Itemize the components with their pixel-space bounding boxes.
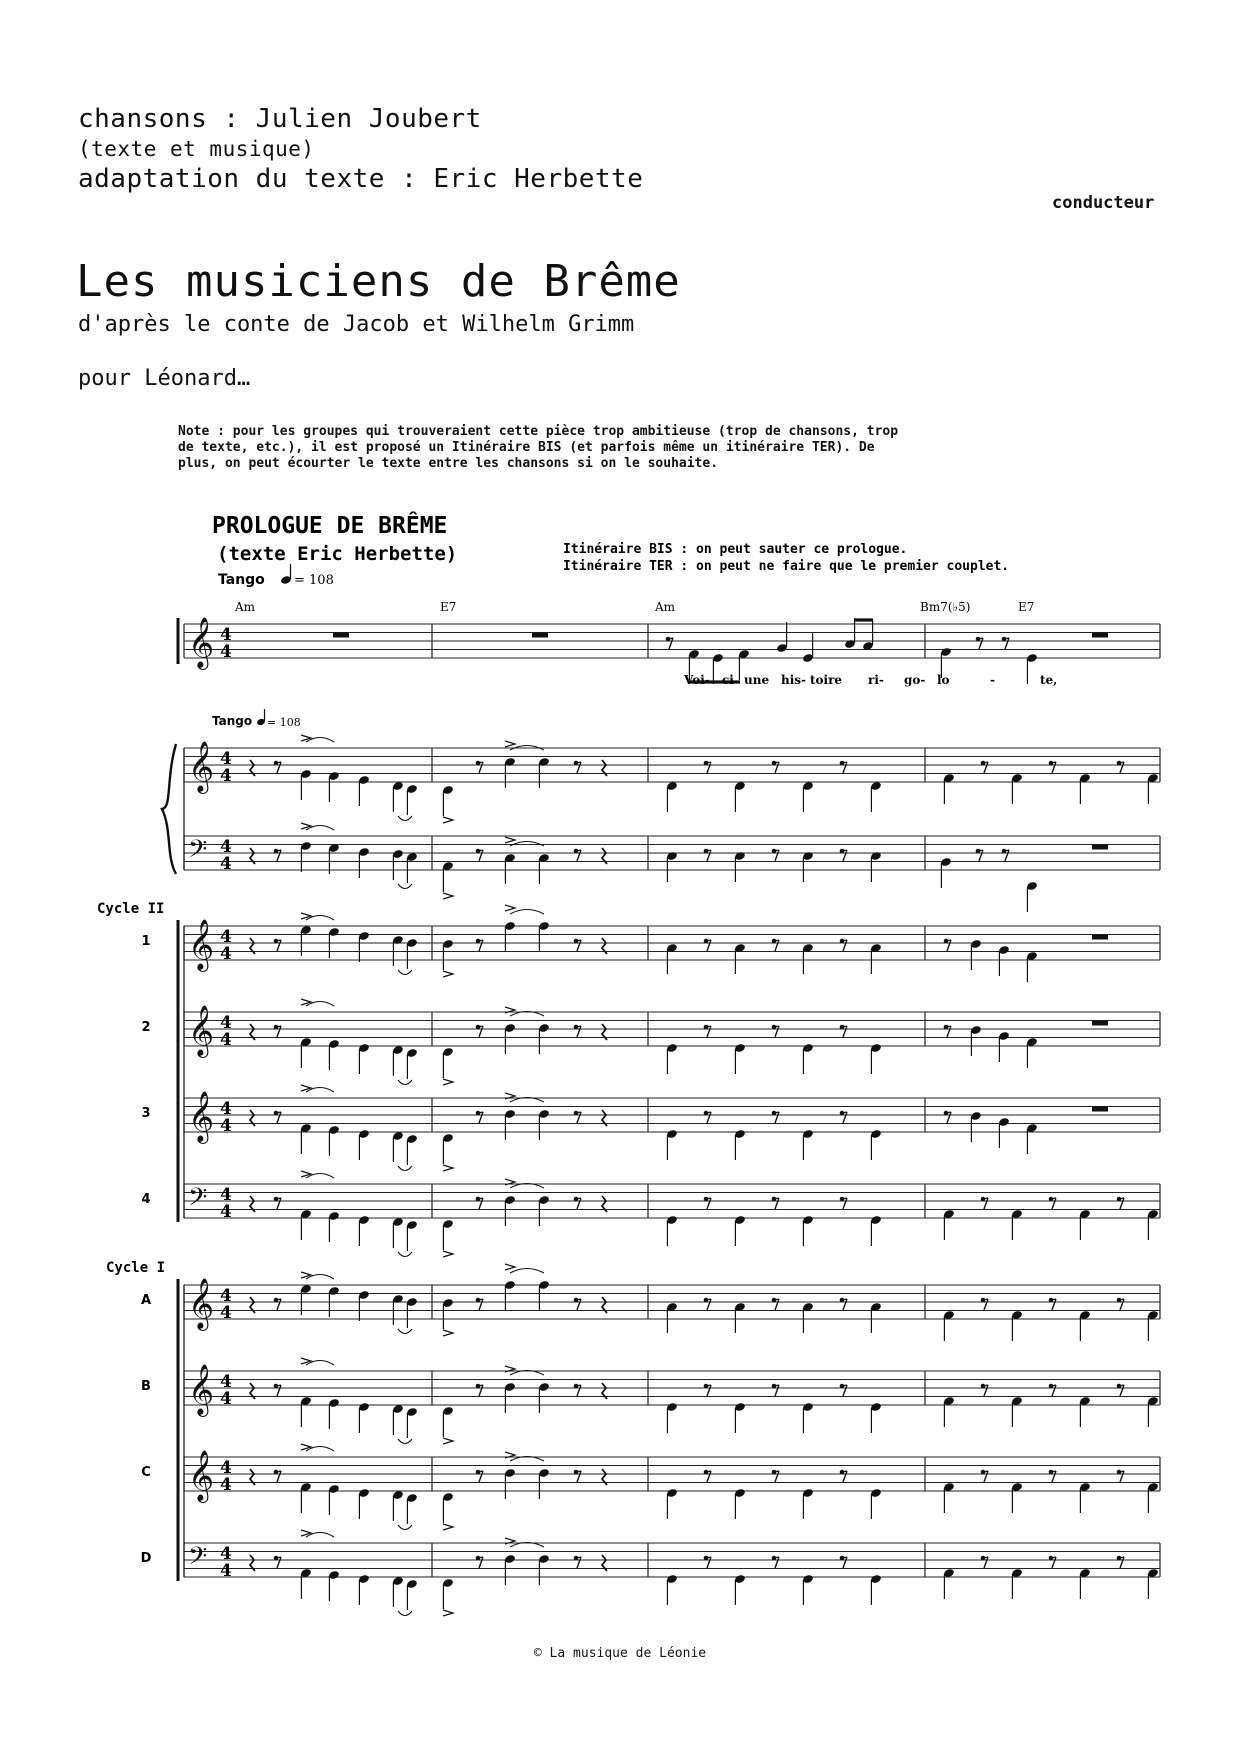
accent-mark (443, 1251, 453, 1257)
accent-mark (505, 905, 515, 911)
time-signature: 4 (220, 1475, 232, 1495)
slur (398, 816, 412, 821)
slur (398, 1525, 412, 1530)
treble-clef-icon: 𝄞 (188, 741, 215, 792)
slur (398, 1611, 412, 1616)
time-signature: 4 (220, 1099, 232, 1119)
lyric-syllable: ri- (868, 673, 884, 687)
time-signature: 4 (220, 642, 232, 662)
accent-mark (443, 971, 453, 977)
slur (398, 1329, 412, 1334)
time-signature: 4 (220, 1389, 232, 1409)
tempo-value-piano: = 108 (267, 716, 301, 729)
treble-clef-icon: 𝄞 (188, 1005, 215, 1056)
accent-mark (443, 1330, 453, 1336)
whole-rest-icon (1092, 935, 1108, 940)
whole-rest-icon (1092, 1021, 1108, 1026)
accent-mark (505, 837, 515, 843)
bass-clef-icon: 𝄢 (188, 835, 208, 870)
treble-clef-icon: 𝄞 (188, 1278, 215, 1329)
time-signature: 4 (220, 1202, 232, 1222)
slur (510, 842, 544, 847)
chord-symbol: E7 (1018, 600, 1035, 614)
slur (398, 1166, 412, 1171)
piece-heading: PROLOGUE DE BRÊME (212, 513, 448, 539)
slur (510, 910, 544, 915)
accent-mark (443, 1165, 453, 1171)
time-signature: 4 (220, 1286, 232, 1306)
lyric-syllable: - (990, 673, 995, 687)
slur (510, 1269, 544, 1274)
accent-mark (443, 1079, 453, 1085)
tempo-word: Tango (218, 572, 265, 588)
tempo-word-piano: Tango (212, 714, 253, 728)
lyric-syllable: te, (1040, 673, 1058, 687)
bass-clef-icon: 𝄢 (188, 1542, 208, 1577)
page-subtitle: d'après le conte de Jacob et Wilhelm Grimm (78, 312, 635, 337)
whole-rest-icon (1092, 633, 1108, 638)
performance-note: Note : pour les groupes qui trouveraient cette pièce trop ambitieuse (trop de chansons, trop de texte, etc.), il est proposé un Itinéraire BIS (et parfois même un itinéraire TER). De plus, on peut écourter le texte entre les chansons si on le souhaite. (178, 424, 899, 471)
time-signature: 4 (220, 1185, 232, 1205)
treble-clef-icon: 𝄞 (188, 617, 215, 668)
accent-mark (505, 741, 515, 747)
time-signature: 4 (220, 1303, 232, 1323)
credits-composer: chansons : Julien Joubert (78, 104, 482, 134)
lyric-syllable: ci (722, 673, 734, 687)
whole-rest-icon (1092, 845, 1108, 850)
page-title: Les musiciens de Brême (76, 256, 681, 307)
time-signature: 4 (220, 837, 232, 857)
itinerary-bis: Itinéraire BIS : on peut sauter ce prologue. (563, 542, 908, 557)
slur (398, 1080, 412, 1085)
chord-symbol: E7 (440, 600, 457, 614)
time-signature: 4 (220, 749, 232, 769)
time-signature: 4 (220, 944, 232, 964)
whole-rest-icon (1092, 1107, 1108, 1112)
slur (398, 970, 412, 975)
chord-symbol: Bm7(♭5) (920, 600, 971, 614)
tempo-value: = 108 (294, 573, 334, 588)
accent-mark (505, 1264, 515, 1270)
treble-clef-icon: 𝄞 (188, 1091, 215, 1142)
whole-rest-icon (333, 633, 349, 638)
lyric-syllable: Voi- (684, 673, 710, 687)
lyric-syllable: his- (781, 673, 807, 687)
part-label: 1 (141, 934, 151, 949)
part-label: A (140, 1293, 152, 1308)
time-signature: 4 (220, 1458, 232, 1478)
chord-symbol: Am (655, 600, 676, 614)
time-signature: 4 (220, 1030, 232, 1050)
time-signature: 4 (220, 854, 232, 874)
accent-mark (443, 1610, 453, 1616)
lyric-syllable: une (744, 673, 770, 687)
credits-composer-detail: (texte et musique) (78, 137, 315, 161)
time-signature: 4 (220, 927, 232, 947)
piece-credit: (texte Eric Herbette) (217, 543, 458, 565)
accent-mark (443, 817, 453, 823)
credits-adaptation: adaptation du texte : Eric Herbette (78, 164, 644, 194)
staves (162, 617, 1160, 1581)
bass-clef-icon: 𝄢 (188, 1183, 208, 1218)
time-signature: 4 (220, 1561, 232, 1581)
score-role: conducteur (1052, 193, 1155, 213)
time-signature: 4 (220, 766, 232, 786)
lyric-syllable: lo (937, 673, 950, 687)
time-signature: 4 (220, 1013, 232, 1033)
accent-mark (443, 1438, 453, 1444)
itinerary-ter: Itinéraire TER : on peut ne faire que le premier couplet. (563, 559, 1010, 574)
slur (398, 1439, 412, 1444)
time-signature: 4 (220, 1544, 232, 1564)
accent-mark (443, 893, 453, 899)
slur (398, 884, 412, 889)
group-label-cycle-i: Cycle I (106, 1260, 166, 1276)
accent-mark (443, 1524, 453, 1530)
time-signature: 4 (220, 625, 232, 645)
piano-brace (162, 744, 176, 874)
lyric-syllable: go- (904, 673, 926, 687)
notes (250, 618, 1159, 1616)
part-label: C (141, 1465, 151, 1480)
treble-clef-icon: 𝄞 (188, 919, 215, 970)
time-signature: 4 (220, 1116, 232, 1136)
treble-clef-icon: 𝄞 (188, 1450, 215, 1501)
time-signature: 4 (220, 1372, 232, 1392)
whole-rest-icon (532, 633, 548, 638)
group-label-cycle-ii: Cycle II (97, 901, 165, 917)
part-label: B (141, 1379, 151, 1394)
treble-clef-icon: 𝄞 (188, 1364, 215, 1415)
part-label: D (140, 1551, 152, 1566)
slur (398, 1252, 412, 1257)
lyric-syllable: toire (810, 673, 843, 687)
chord-symbol: Am (235, 600, 256, 614)
part-label: 4 (141, 1192, 151, 1207)
part-label: 2 (141, 1020, 151, 1035)
dedication: pour Léonard… (78, 366, 251, 391)
part-label: 3 (141, 1106, 151, 1121)
copyright-footer: © La musique de Léonie (533, 1646, 707, 1661)
